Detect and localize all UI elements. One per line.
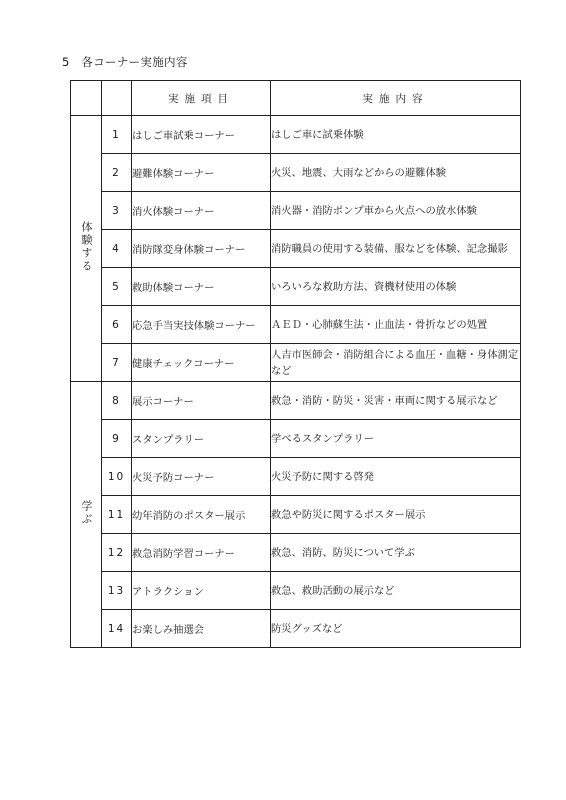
row-number: 9 [102,420,132,458]
header-blank-group [71,81,102,116]
row-number: 3 [102,192,132,230]
item-content: 救急や防災に関するポスター展示 [271,496,521,534]
table-row [71,268,521,306]
table-row [71,116,521,154]
table-row [71,230,521,268]
table-row [71,382,521,420]
item-content: はしご車に試乗体験 [271,116,521,154]
item-name: 避難体験コーナー [132,154,271,192]
row-number: 11 [102,496,132,534]
item-name: 健康チェックコーナー [132,344,271,382]
item-name: 消火体験コーナー [132,192,271,230]
item-name: 消防隊変身体験コーナー [132,230,271,268]
item-name: お楽しみ抽選会 [132,610,271,648]
item-content: 火災予防に関する啓発 [271,458,521,496]
row-number: 1 [102,116,132,154]
row-number: 6 [102,306,132,344]
item-content: 消防職員の使用する装備、服などを体験、記念撮影 [271,230,521,268]
item-name: 救急消防学習コーナー [132,534,271,572]
row-number: 5 [102,268,132,306]
row-number: 14 [102,610,132,648]
corner-table [70,80,521,648]
section-heading: 5 各コーナー実施内容 [62,55,188,69]
table-row [71,496,521,534]
row-number: 4 [102,230,132,268]
item-content: 火災、地震、大雨などからの避難体験 [271,154,521,192]
row-number: 13 [102,572,132,610]
item-name: アトラクション [132,572,271,610]
table-header-row [71,81,521,116]
item-content: ＡＥＤ・心肺蘇生法・止血法・骨折などの処置 [271,306,521,344]
item-name: 応急手当実技体験コーナー [132,306,271,344]
table-row [71,306,521,344]
row-number: 10 [102,458,132,496]
group-cell [71,116,102,382]
item-content: 救急、消防、防災について学ぶ [271,534,521,572]
item-name: 幼年消防のポスター展示 [132,496,271,534]
row-number: 2 [102,154,132,192]
item-name: はしご車試乗コーナー [132,116,271,154]
row-number: 7 [102,344,132,382]
header-blank-number [102,81,132,116]
item-name: スタンプラリー [132,420,271,458]
header-content: 実施内容 [271,81,521,116]
item-content: いろいろな救助方法、資機材使用の体験 [271,268,521,306]
item-content: 消火器・消防ポンプ車から火点への放水体験 [271,192,521,230]
item-content: 防災グッズなど [271,610,521,648]
table-row [71,610,521,648]
item-content: 学べるスタンプラリー [271,420,521,458]
row-number: 12 [102,534,132,572]
table-row [71,458,521,496]
table-row [71,420,521,458]
table-row [71,154,521,192]
group-cell [71,382,102,648]
item-name: 展示コーナー [132,382,271,420]
table-row [71,344,521,382]
row-number: 8 [102,382,132,420]
table-row [71,192,521,230]
header-item: 実施項目 [132,81,271,116]
item-name: 救助体験コーナー [132,268,271,306]
item-name: 火災予防コーナー [132,458,271,496]
item-content: 人吉市医師会・消防組合による血圧・血糖・身体測定など [271,344,521,382]
table-row [71,534,521,572]
table-row [71,572,521,610]
group-label: 学ぶ [80,500,93,526]
item-content: 救急、救助活動の展示など [271,572,521,610]
item-content: 救急・消防・防災・災害・車両に関する展示など [271,382,521,420]
group-label: 体験する [80,221,93,273]
